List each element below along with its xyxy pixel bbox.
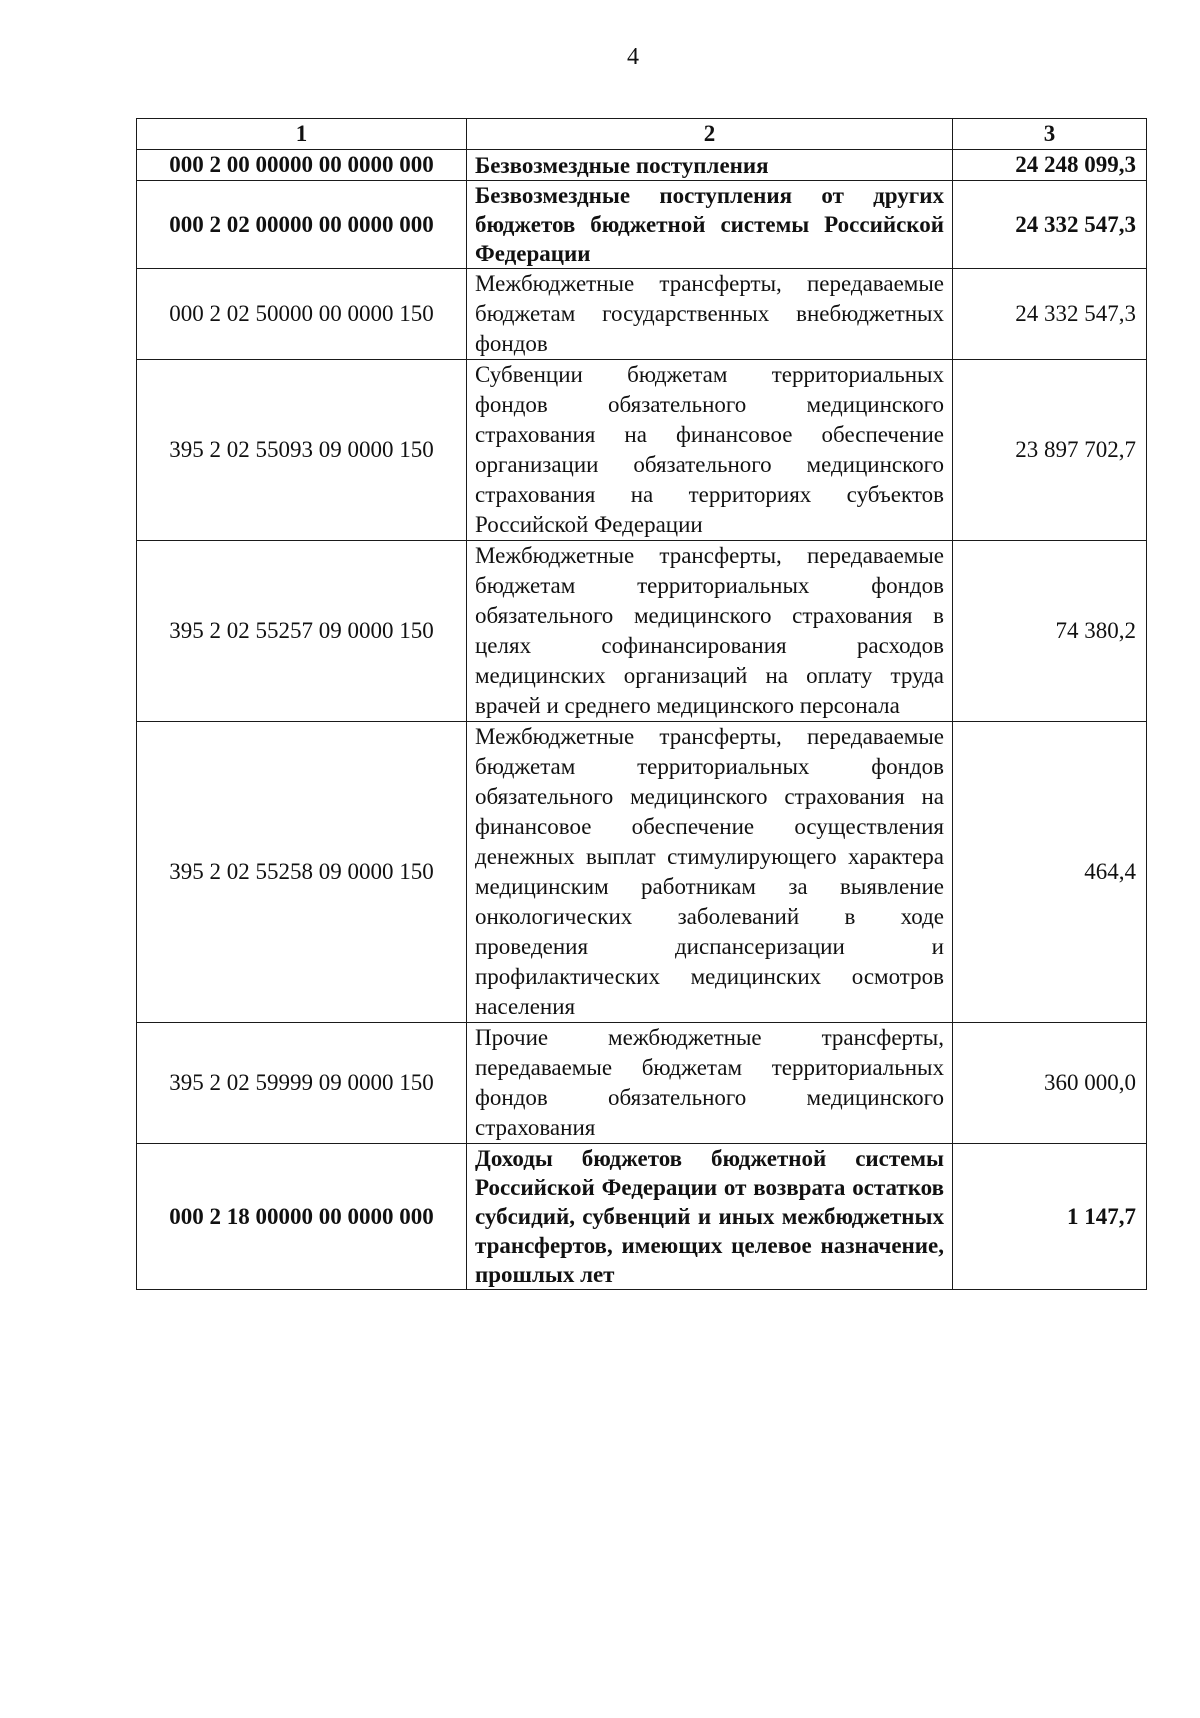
budget-code: 395 2 02 55258 09 0000 150 bbox=[137, 722, 467, 1023]
amount: 24 332 547,3 bbox=[953, 181, 1147, 269]
table-row bbox=[137, 360, 1147, 541]
table-row bbox=[137, 541, 1147, 722]
column-header-2: 2 bbox=[467, 119, 953, 150]
amount: 74 380,2 bbox=[953, 541, 1147, 722]
budget-code: 395 2 02 55093 09 0000 150 bbox=[137, 360, 467, 541]
revenue-name: Межбюджетные трансферты, передаваемые бюджетам территориальных фондов обязательного медицинского страхования в целях софинансирования расходов медицинских организаций на оплату труда врачей и среднего медицинского персонала bbox=[467, 541, 953, 722]
table-row bbox=[137, 1023, 1147, 1144]
budget-code: 000 2 00 00000 00 0000 000 bbox=[137, 150, 467, 181]
revenue-name: Межбюджетные трансферты, передаваемые бюджетам государственных внебюджетных фондов bbox=[467, 269, 953, 360]
table-row bbox=[137, 722, 1147, 1023]
amount: 24 248 099,3 bbox=[953, 150, 1147, 181]
revenue-name: Субвенции бюджетам территориальных фондов обязательного медицинского страхования на финансовое обеспечение организации обязательного медицинского страхования на территориях субъектов Российской Федерации bbox=[467, 360, 953, 541]
revenue-name: Прочие межбюджетные трансферты, передаваемые бюджетам территориальных фондов обязательного медицинского страхования bbox=[467, 1023, 953, 1144]
table-row bbox=[137, 269, 1147, 360]
amount: 1 147,7 bbox=[953, 1144, 1147, 1290]
budget-code: 000 2 02 50000 00 0000 150 bbox=[137, 269, 467, 360]
table-header-row bbox=[137, 119, 1147, 150]
revenue-table bbox=[136, 118, 1147, 1290]
table-row bbox=[137, 150, 1147, 181]
amount: 464,4 bbox=[953, 722, 1147, 1023]
revenue-name: Межбюджетные трансферты, передаваемые бюджетам территориальных фондов обязательного медицинского страхования на финансовое обеспечение осуществления денежных выплат стимулирующего характера медицинским работникам за выявление онкологических заболеваний в ходе проведения диспансеризации и профилактических медицинских осмотров населения bbox=[467, 722, 953, 1023]
table-row bbox=[137, 181, 1147, 269]
page-number: 4 bbox=[627, 44, 639, 70]
budget-code: 000 2 02 00000 00 0000 000 bbox=[137, 181, 467, 269]
column-header-3: 3 bbox=[953, 119, 1147, 150]
budget-code: 000 2 18 00000 00 0000 000 bbox=[137, 1144, 467, 1290]
revenue-name: Доходы бюджетов бюджетной системы Российской Федерации от возврата остатков субсидий, субвенций и иных межбюджетных трансфертов, имеющих целевое назначение, прошлых лет bbox=[467, 1144, 953, 1290]
amount: 360 000,0 bbox=[953, 1023, 1147, 1144]
budget-code: 395 2 02 59999 09 0000 150 bbox=[137, 1023, 467, 1144]
budget-code: 395 2 02 55257 09 0000 150 bbox=[137, 541, 467, 722]
column-header-1: 1 bbox=[137, 119, 467, 150]
amount: 24 332 547,3 bbox=[953, 269, 1147, 360]
revenue-name: Безвозмездные поступления bbox=[467, 150, 953, 181]
amount: 23 897 702,7 bbox=[953, 360, 1147, 541]
table-row bbox=[137, 1144, 1147, 1290]
revenue-name: Безвозмездные поступления от других бюджетов бюджетной системы Российской Федерации bbox=[467, 181, 953, 269]
